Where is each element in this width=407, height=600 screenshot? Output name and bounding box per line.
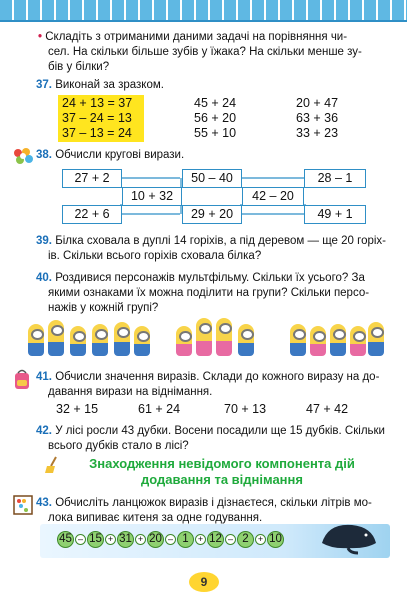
heading-line-1: Знаходження невідомого компонента дій bbox=[89, 456, 355, 471]
expression: 56 + 20 bbox=[194, 111, 237, 125]
exercise-text: Білка сховала в дуплі 14 горіхів, а під деревом — ще 20 горіх- bbox=[55, 235, 386, 247]
abacus-icon bbox=[12, 494, 34, 516]
sample-line: 37 – 13 = 24 bbox=[62, 126, 132, 140]
expression: 55 + 10 bbox=[194, 126, 237, 140]
exercise-39-line-2: ів. Скільки всього горіхів сховала білка? bbox=[48, 250, 262, 262]
expression: 33 + 23 bbox=[296, 126, 339, 140]
expression-box: 29 + 20 bbox=[182, 205, 242, 224]
chain-operator: + bbox=[255, 534, 266, 545]
top-decorative-strip bbox=[0, 0, 407, 22]
expression: 63 + 36 bbox=[296, 111, 339, 125]
chain-operator: – bbox=[165, 534, 176, 545]
chain-operator: + bbox=[105, 534, 116, 545]
exercise-42-line-2: всього дубків стало в лісі? bbox=[48, 440, 189, 452]
chain-number: 15 bbox=[87, 531, 104, 548]
exercise-text: Виконай за зразком. bbox=[55, 79, 164, 91]
exercise-number: 42. bbox=[36, 425, 52, 437]
minions-illustration bbox=[20, 318, 385, 358]
chain-operator: + bbox=[135, 534, 146, 545]
exercise-number: 43. bbox=[36, 497, 52, 509]
chain-number: 31 bbox=[117, 531, 134, 548]
exercise-number: 37. bbox=[36, 79, 52, 91]
exercise-text: У лісі росли 43 дубки. Восени посадили ще 15 дубків. Скільки bbox=[55, 425, 385, 437]
whale-icon bbox=[318, 515, 380, 555]
broom-icon bbox=[44, 456, 60, 474]
expression-box: 50 – 40 bbox=[182, 169, 242, 188]
intro-line-1: Складіть з отриманими даними задачі на порівняння чи- bbox=[45, 31, 348, 43]
exercise-40-line-1 bbox=[36, 271, 387, 285]
expression: 47 + 42 bbox=[306, 402, 349, 416]
page-number: 9 bbox=[189, 572, 219, 592]
heading-line-2: додавання та віднімання bbox=[141, 472, 303, 487]
chain-operator: – bbox=[225, 534, 236, 545]
chain-number: 10 bbox=[267, 531, 284, 548]
chain-operator: + bbox=[195, 534, 206, 545]
expression: 61 + 24 bbox=[138, 402, 181, 416]
expression: 20 + 47 bbox=[296, 96, 339, 110]
expression-chain bbox=[57, 530, 284, 548]
sample-line: 24 + 13 = 37 bbox=[62, 96, 133, 110]
exercise-text: Обчисли значення виразів. Склади до кожного виразу на до- bbox=[55, 371, 380, 383]
chain-number: 1 bbox=[177, 531, 194, 548]
exercise-text: Обчисліть ланцюжок виразів і дізнаєтеся, скільки літрів мо- bbox=[55, 497, 372, 509]
expression-box: 27 + 2 bbox=[62, 169, 122, 188]
intro-paragraph bbox=[38, 30, 387, 44]
exercise-40-line-2: якими ознаками їх можна поділити на групи? Скільки персо- bbox=[48, 287, 370, 299]
flower-icon bbox=[12, 147, 34, 165]
exercise-number: 41. bbox=[36, 371, 52, 383]
exercise-41-line-1 bbox=[36, 370, 387, 384]
exercise-43-line-2: лока випиває китеня за одне годування. bbox=[48, 512, 263, 524]
exercise-42-line-1 bbox=[36, 424, 387, 438]
exercise-43-line-1 bbox=[36, 496, 387, 510]
expression-box: 49 + 1 bbox=[304, 205, 366, 224]
chain-number: 12 bbox=[207, 531, 224, 548]
expression-box: 28 – 1 bbox=[304, 169, 366, 188]
intro-line-3: бів у білки? bbox=[48, 61, 110, 73]
expression-column-3 bbox=[296, 96, 338, 141]
chain-number: 20 bbox=[147, 531, 164, 548]
exercise-38-header bbox=[36, 149, 184, 161]
backpack-icon bbox=[12, 368, 32, 390]
chain-number: 2 bbox=[237, 531, 254, 548]
circular-expressions bbox=[56, 168, 370, 224]
section-heading bbox=[62, 456, 382, 488]
expression: 32 + 15 bbox=[56, 402, 99, 416]
expression-column-2 bbox=[194, 96, 236, 141]
chain-operator: – bbox=[75, 534, 86, 545]
intro-line-2: сел. На скільки більше зубів у їжака? На скільки менше зу- bbox=[48, 46, 362, 58]
expression-box: 10 + 32 bbox=[122, 187, 182, 206]
exercise-number: 39. bbox=[36, 235, 52, 247]
expression-box: 22 + 6 bbox=[62, 205, 122, 224]
chain-number: 45 bbox=[57, 531, 74, 548]
exercise-39-line-1 bbox=[36, 234, 387, 248]
exercise-41-line-2: давання вирази на віднімання. bbox=[48, 386, 213, 398]
exercise-40-line-3: нажів у кожній групі? bbox=[48, 302, 159, 314]
expression-box: 42 – 20 bbox=[242, 187, 304, 206]
expression: 45 + 24 bbox=[194, 96, 237, 110]
exercise-number: 38. bbox=[36, 149, 52, 161]
sample-box bbox=[58, 95, 144, 142]
exercise-number: 40. bbox=[36, 272, 52, 284]
expression: 70 + 13 bbox=[224, 402, 267, 416]
exercise-text: Обчисли кругові вирази. bbox=[55, 149, 185, 161]
bullet: • bbox=[38, 31, 43, 43]
exercise-text: Роздивися персонажів мультфільму. Скільки їх усього? За bbox=[55, 272, 365, 284]
sample-line: 37 – 24 = 13 bbox=[62, 111, 132, 125]
exercise-37-header bbox=[36, 79, 164, 91]
